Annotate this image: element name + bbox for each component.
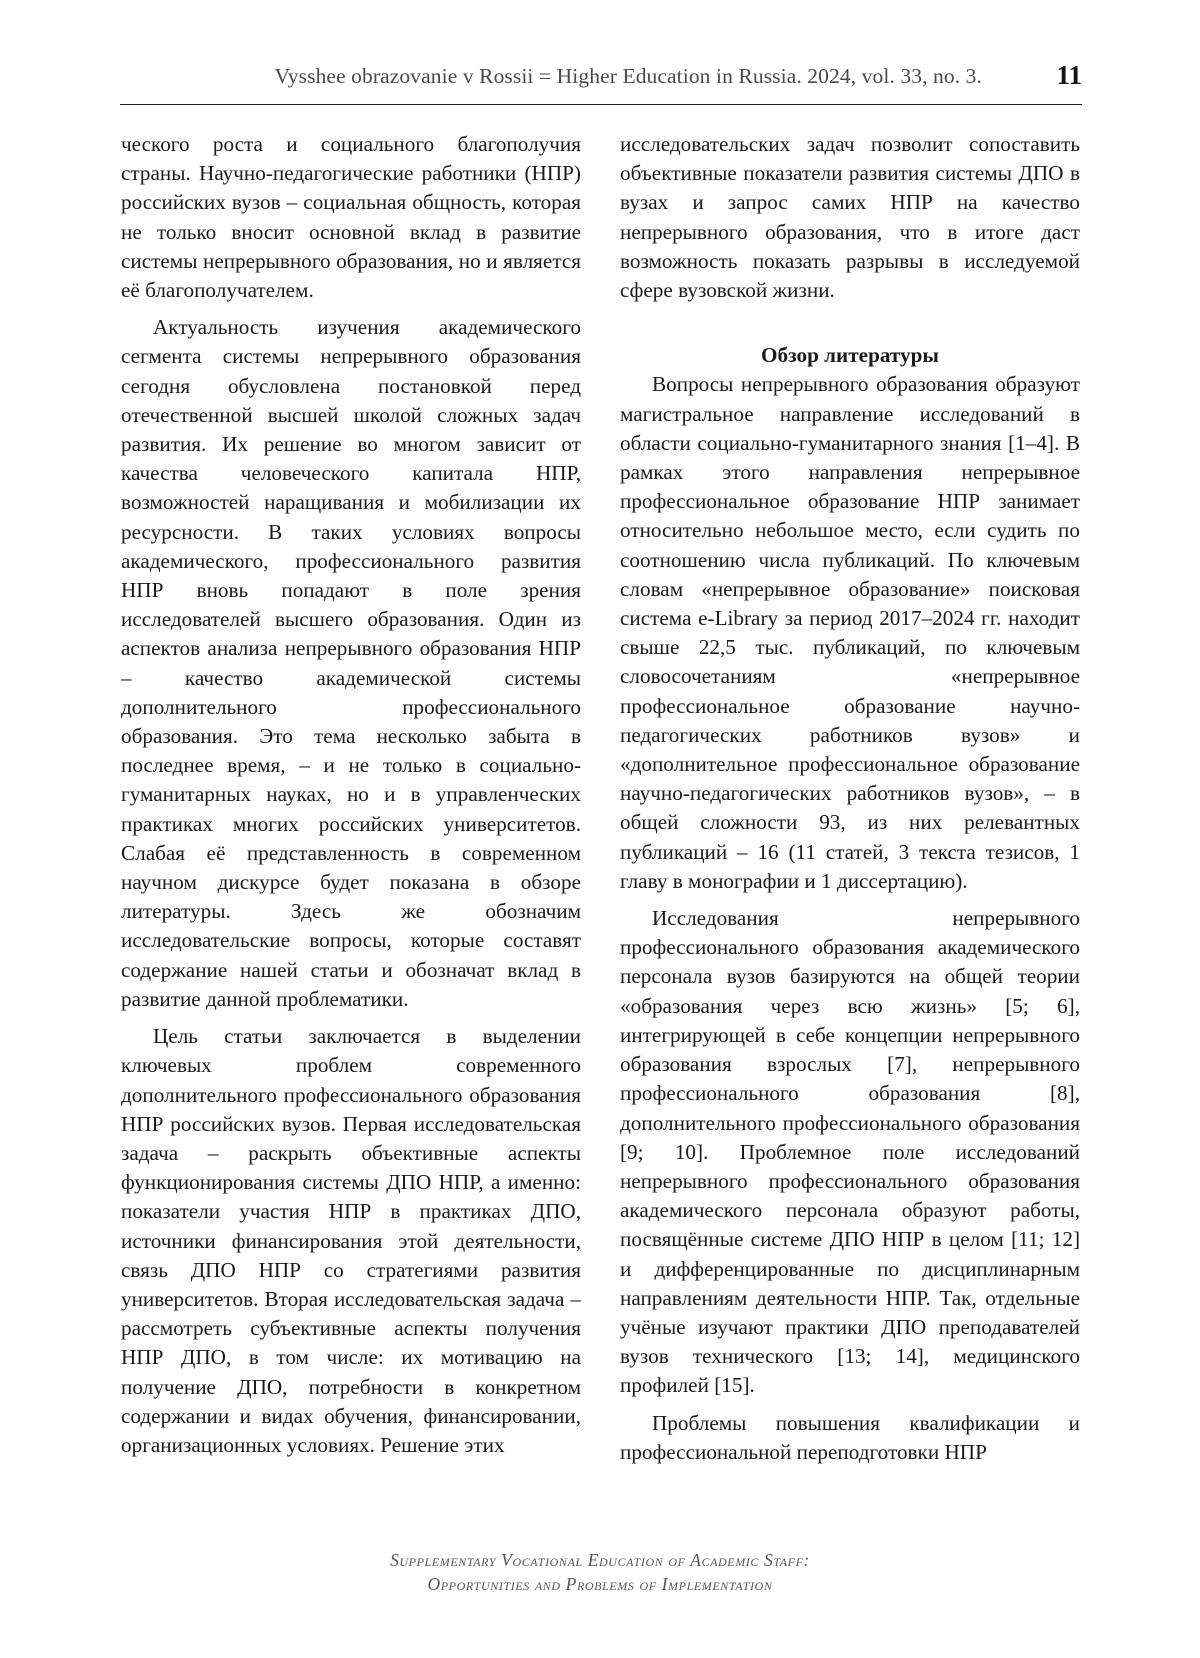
- paragraph: Цель статьи заключается в выделении ключевых проблем современного дополнительного профессионального образования НПР российских вузов. Первая исследовательская задача – раскрыть объективные аспекты функционирования системы ДПО НПР, а именно: показатели участия НПР в практиках ДПО, источники финансирования этой деятельности, связь ДПО НПР со стратегиями развития университетов. Вторая исследовательская задача – рассмотреть субъективные аспекты получения НПР ДПО, в том числе: их мотивацию на получение ДПО, потребности в конкретном содержании и видах обучения, финансировании, организационных условиях. Решение этих: [121, 1024, 581, 1457]
- paragraph: Проблемы повышения квалификации и профессиональной переподготовки НПР: [620, 1410, 1080, 1464]
- article-title-footer: [0, 1548, 1200, 1596]
- journal-citation: Vysshee obrazovanie v Rossii = Higher Education in Russia. 2024, vol. 33, no. 3.: [274, 64, 982, 88]
- running-head: [120, 60, 1082, 105]
- footer-line: Supplementary Vocational Education of Academic Staff:: [390, 1550, 810, 1570]
- paragraph: исследовательских задач позволит сопоставить объективные показатели развития системы ДПО в вузах и запрос самих НПР на качество непрерывного образования, что в итоге даст возможность показать разрывы в исследуемой сфере вузовской жизни.: [620, 132, 1080, 303]
- page-number: 11: [1056, 60, 1082, 90]
- paragraph: Актуальность изучения академического сегмента системы непрерывного образования сегодня обусловлена постановкой перед отечественной высшей школой сложных задач развития. Их решение во многом зависит от качества человеческого капитала НПР, возможностей наращивания и мобилизации их ресурсности. В таких условиях вопросы академического, профессионального развития НПР вновь попадают в поле зрения исследователей высшего образования. Один из аспектов анализа непрерывного образования НПР – качество академической системы дополнительного профессионального образования. Это тема несколько забыта в последнее время, – и не только в социально-гуманитарных науках, но и в управленческих практиках многих российских университетов. Слабая её представленность в современном научном дискурсе будет показана в обзоре литературы. Здесь же обозначим исследовательские вопросы, которые составят содержание нашей статьи и обозначат вклад в развитие данной проблематики.: [121, 315, 581, 1011]
- left-column: [121, 130, 581, 1460]
- footer-line: Opportunities and Problems of Implementation: [427, 1574, 773, 1594]
- paragraph: Исследования непрерывного профессионального образования академического персонала вузов базируются на общей теории «образования через всю жизнь» [5; 6], интегрирующей в себе концепции непрерывного образования взрослых [7], непрерывного профессионального образования [8], дополнительного профессионального образования [9; 10]. Проблемное поле исследований непрерывного профессионального образования академического персонала образуют работы, посвящённые системе ДПО НПР в целом [11; 12] и дифференцированные по дисциплинарным направлениям деятельности НПР. Так, отдельные учёные изучают практики ДПО преподавателей вузов технического [13; 14], медицинского профилей [15].: [620, 906, 1080, 1398]
- paragraph: Вопросы непрерывного образования образуют магистральное направление исследований в области социально-гуманитарного знания [1–4]. В рамках этого направления непрерывное профессиональное образование НПР занимает относительно небольшое место, если судить по соотношению числа публикаций. По ключевым словам «непрерывное образование» поисковая система e-Library за период 2017–2024 гг. находит свыше 22,5 тыс. публикаций, по ключевым словосочетаниям «непрерывное профессиональное образование научно-педагогических работников вузов» и «дополнительное профессиональное образование научно-педагогических работников вузов», – в общей сложности 93, из них релевантных публикаций – 16 (11 статей, 3 текста тезисов, 1 главу в монографии и 1 диссертацию).: [620, 372, 1080, 893]
- right-column: [620, 130, 1080, 1467]
- section-heading: Обзор литературы: [761, 343, 939, 368]
- paragraph: ческого роста и социального благополучия страны. Научно-педагогические работники (НПР) российских вузов – социальная общность, которая не только вносит основной вклад в развитие системы непрерывного образования, но и является её благополучателем.: [121, 132, 581, 303]
